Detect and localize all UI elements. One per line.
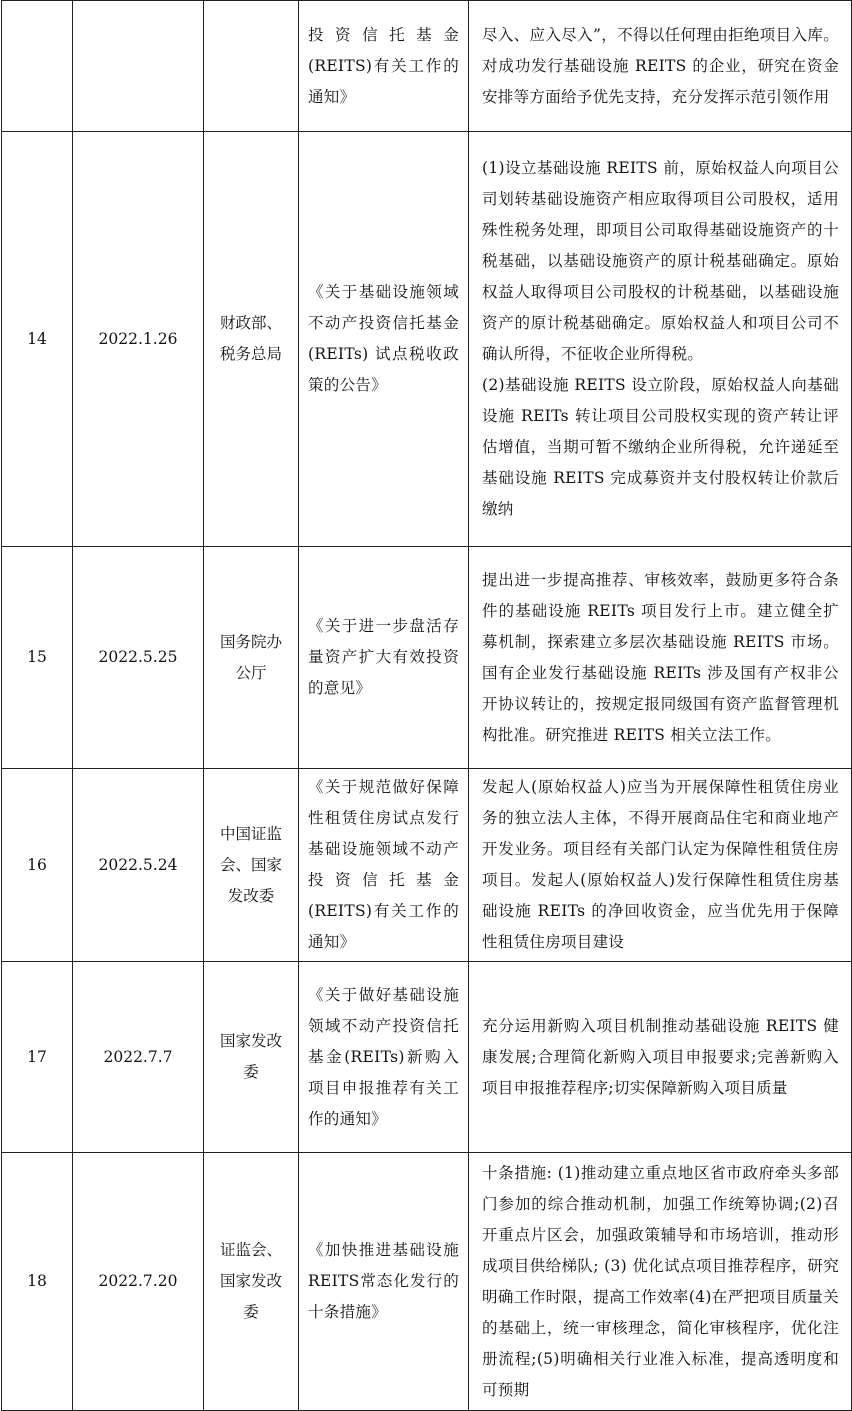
row-number: 16 — [2, 769, 73, 962]
policy-content: 十条措施: (1)推动建立重点地区省市政府牵头多部门参加的综合推动机制，加强工作统筹协调;(2)召开重点片区会，加强政策辅导和市场培训，推动形成项目供给梯队; (3) 优化试点项目推荐程序，研究明确工作时限，提高工作效率(4)在严把项目质量关的基础上，统一审核理念，简化审核程序，优化注册流程;(5)明确相关行业准入标准，提高透明度和可预期 — [469, 1153, 852, 1411]
issuing-department: 国务院办公厅 — [204, 547, 299, 769]
issue-date: 2022.5.24 — [73, 769, 204, 962]
issue-date: 2022.7.7 — [73, 962, 204, 1153]
policy-content: (1)设立基础设施 REITS 前，原始权益人向项目公司划转基础设施资产相应取得项目公司股权，适用殊性税务处理，即项目公司取得基础设施资产的十税基础，以基础设施资产的原计税基础确定。原始权益人取得项目公司股权的计税基础，以基础设施资产的原计税基础确定。原始权益人和项目公司不确认所得，不征收企业所得税。 (2)基础设施 REITS 设立阶段，原始权益人向基础设施 REITs 转让项目公司股权实现的资产转让评估增值，当期可暂不缴纳企业所得税，允许递延至基础设施 REITS 完成募资并支付股权转让价款后缴纳 — [469, 132, 852, 547]
table-row — [2, 547, 852, 769]
table-row — [2, 962, 852, 1153]
issue-date — [73, 1, 204, 132]
issuing-department: 国家发改委 — [204, 962, 299, 1153]
table-row — [2, 132, 852, 547]
policy-title: 《关于做好基础设施领域不动产投资信托基金(REITs)新购入项目申报推荐有关工作的通知》 — [299, 962, 469, 1153]
policy-title: 投资信托基金(REITS)有关工作的通知》 — [299, 1, 469, 132]
policy-content: 提出进一步提高推荐、审核效率，鼓励更多符合条件的基础设施 REITs 项目发行上市。建立健全扩募机制，探索建立多层次基础设施 REITS 市场。国有企业发行基础设施 REITs 涉及国有产权非公开协议转让的，按规定报同级国有资产监督管理机构批准。研究推进 REITS 相关立法工作。 — [469, 547, 852, 769]
row-number: 17 — [2, 962, 73, 1153]
table-row — [2, 1, 852, 132]
table-row — [2, 1153, 852, 1411]
policy-title: 《关于规范做好保障性租赁住房试点发行基础设施领域不动产投资信托基金(REITS)有关工作的通知》 — [299, 769, 469, 962]
issue-date: 2022.5.25 — [73, 547, 204, 769]
row-number — [2, 1, 73, 132]
issuing-department: 财政部、税务总局 — [204, 132, 299, 547]
policy-content: 充分运用新购入项目机制推动基础设施 REITS 健康发展;合理简化新购入项目申报要求;完善新购入项目申报推荐程序;切实保障新购入项目质量 — [469, 962, 852, 1153]
issuing-department: 中国证监会、国家发改委 — [204, 769, 299, 962]
policy-title: 《关于基础设施领域不动产投资信托基金(REITs) 试点税收政策的公告》 — [299, 132, 469, 547]
issuing-department — [204, 1, 299, 132]
policy-content: 发起人(原始权益人)应当为开展保障性租赁住房业务的独立法人主体，不得开展商品住宅和商业地产开发业务。项目经有关部门认定为保障性租赁住房项目。发起人(原始权益人)发行保障性租赁住房基础设施 REITs 的净回收资金，应当优先用于保障性租赁住房项目建设 — [469, 769, 852, 962]
issuing-department: 证监会、国家发改委 — [204, 1153, 299, 1411]
policy-title: 《加快推进基础设施REITS常态化发行的十条措施》 — [299, 1153, 469, 1411]
issue-date: 2022.7.20 — [73, 1153, 204, 1411]
row-number: 14 — [2, 132, 73, 547]
row-number: 15 — [2, 547, 73, 769]
row-number: 18 — [2, 1153, 73, 1411]
policy-table — [1, 0, 852, 1411]
table-row — [2, 769, 852, 962]
policy-title: 《关于进一步盘活存量资产扩大有效投资的意见》 — [299, 547, 469, 769]
issue-date: 2022.1.26 — [73, 132, 204, 547]
policy-content: 尽入、应入尽入”，不得以任何理由拒绝项目入库。对成功发行基础设施 REITS 的企业，研究在资金安排等方面给予优先支持，充分发挥示范引领作用 — [469, 1, 852, 132]
